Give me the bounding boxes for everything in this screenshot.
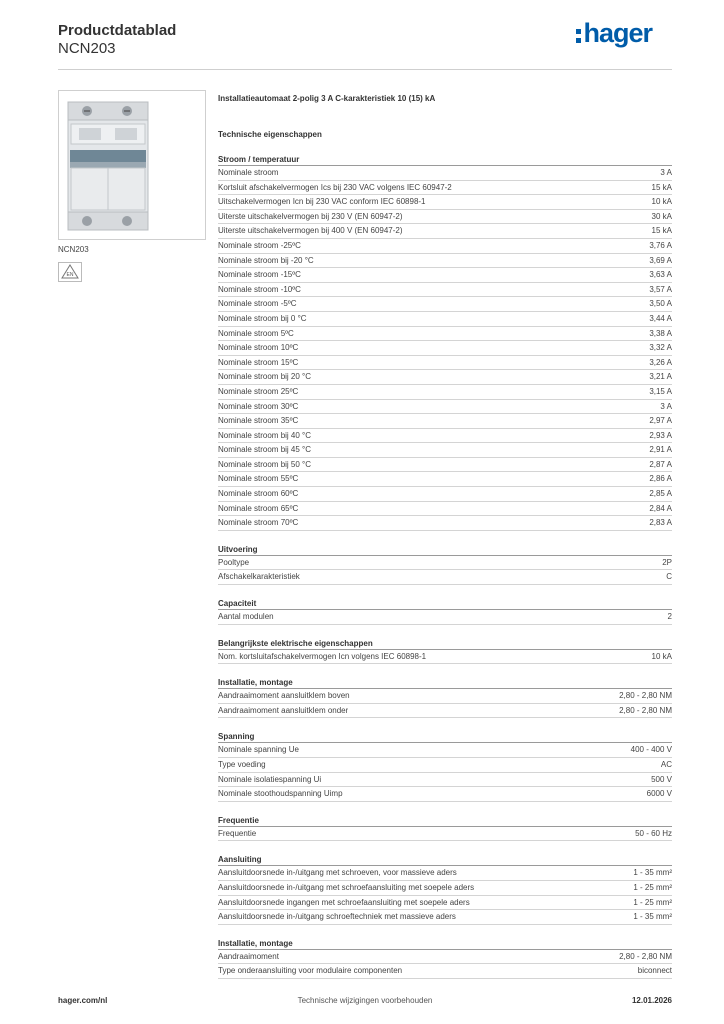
spec-section	[218, 937, 672, 979]
spec-row	[218, 166, 672, 181]
spec-value: 50 - 60 Hz	[635, 828, 672, 838]
spec-value: 2,80 - 2,80 NM	[619, 705, 672, 715]
spec-label: Nominale stroom 15ºC	[218, 357, 299, 367]
spec-label: Nominale stroom -10ºC	[218, 284, 301, 294]
spec-label: Nominale stroom -15ºC	[218, 270, 301, 280]
circuit-breaker-image	[67, 98, 149, 234]
spec-row	[218, 283, 672, 298]
spec-value: 2,80 - 2,80 NM	[619, 951, 672, 961]
spec-row	[218, 866, 672, 881]
spec-value: 3,57 A	[649, 284, 672, 294]
spec-row	[218, 312, 672, 327]
spec-value: 2P	[662, 557, 672, 567]
footer-website: hager.com/nl	[58, 996, 108, 1005]
spec-label: Type voeding	[218, 760, 266, 769]
spec-section	[218, 676, 672, 718]
page-header	[58, 20, 672, 70]
spec-label: Frequentie	[218, 828, 257, 838]
spec-row	[218, 516, 672, 531]
spec-row	[218, 268, 672, 283]
spec-row	[218, 950, 672, 965]
product-image	[58, 90, 206, 240]
spec-label: Uiterste uitschakelvermogen bij 230 V (EN 60947-2)	[218, 211, 403, 221]
spec-row	[218, 195, 672, 210]
cert-mark-icon	[59, 263, 81, 281]
spec-value: 3,76 A	[649, 240, 672, 250]
spec-label: Nominale stroom 60ºC	[218, 489, 299, 499]
page-footer	[58, 996, 672, 1010]
spec-label: Nominale stroom bij 20 °C	[218, 372, 312, 382]
spec-label: Nominale stroom bij 50 °C	[218, 459, 312, 469]
spec-row	[218, 827, 672, 842]
spec-value: 3,26 A	[649, 357, 672, 367]
product-description: Installatieautomaat 2-polig 3 A C-karakteristiek 10 (15) kA	[218, 94, 436, 103]
spec-value: 3,69 A	[649, 255, 672, 265]
spec-section	[218, 153, 672, 531]
section-title: Frequentie	[218, 814, 672, 827]
spec-value: 1 - 25 mm²	[633, 897, 672, 907]
spec-section	[218, 853, 672, 924]
cert-label: EN	[66, 272, 74, 278]
spec-row	[218, 964, 672, 979]
spec-row	[218, 896, 672, 911]
spec-label: Nominale stroom 30ºC	[218, 401, 299, 411]
spec-value: biconnect	[637, 966, 672, 976]
spec-row	[218, 414, 672, 429]
spec-label: Nominale stroom 35ºC	[218, 416, 299, 426]
spec-row	[218, 570, 672, 585]
spec-row	[218, 458, 672, 473]
spec-section	[218, 730, 672, 801]
spec-row	[218, 239, 672, 254]
spec-row	[218, 787, 672, 802]
spec-label: Nominale isolatiespanning Ui	[218, 774, 322, 784]
spec-value: 3,44 A	[649, 313, 672, 323]
spec-value: 400 - 400 V	[630, 745, 672, 755]
spec-row	[218, 610, 672, 625]
product-code: NCN203	[58, 40, 116, 57]
spec-value: 1 - 25 mm²	[633, 882, 672, 892]
spec-label: Aansluitdoorsnede in-/uitgang met schroefaansluiting met soepele aders	[218, 882, 475, 892]
spec-row	[218, 429, 672, 444]
spec-row	[218, 487, 672, 502]
footer-date: 12.01.2026	[631, 996, 672, 1005]
spec-value: 2,91 A	[649, 445, 672, 455]
spec-value: AC	[660, 760, 672, 769]
technical-properties-title: Technische eigenschappen	[218, 130, 322, 139]
logo-dot	[576, 29, 581, 34]
spec-label: Aandraaimoment aansluitklem onder	[218, 705, 349, 715]
spec-value: C	[666, 572, 672, 582]
spec-sections	[218, 153, 672, 979]
spec-label: Nominale spanning Ue	[218, 745, 299, 755]
hager-logo	[576, 20, 652, 48]
document-title: Productdatablad	[58, 22, 177, 39]
spec-value: 3,21 A	[649, 372, 672, 382]
spec-label: Nominale stroom 65ºC	[218, 503, 299, 513]
spec-row	[218, 443, 672, 458]
spec-row	[218, 743, 672, 758]
spec-value: 3,63 A	[649, 270, 672, 280]
spec-value: 2	[667, 612, 672, 622]
spec-label: Aantal modulen	[218, 612, 274, 622]
spec-label: Aansluitdoorsnede in-/uitgang met schroeven, voor massieve aders	[218, 868, 457, 878]
spec-row	[218, 689, 672, 704]
logo-text: hager	[583, 18, 652, 48]
spec-label: Type onderaansluiting voor modulaire componenten	[218, 966, 403, 976]
section-title: Stroom / temperatuur	[218, 153, 672, 166]
spec-value: 15 kA	[651, 226, 672, 236]
section-title: Aansluiting	[218, 853, 672, 866]
spec-content	[218, 93, 672, 979]
spec-row	[218, 773, 672, 788]
section-title: Spanning	[218, 730, 672, 743]
spec-value: 2,84 A	[649, 503, 672, 513]
spec-section	[218, 814, 672, 842]
spec-row	[218, 370, 672, 385]
spec-row	[218, 224, 672, 239]
spec-row	[218, 297, 672, 312]
spec-value: 3,32 A	[649, 343, 672, 353]
spec-section	[218, 597, 672, 625]
product-column	[58, 90, 206, 282]
spec-row	[218, 650, 672, 665]
spec-value: 10 kA	[651, 197, 672, 207]
logo-dots	[576, 29, 581, 43]
spec-label: Aansluitdoorsnede in-/uitgang schroeftechniek met massieve aders	[218, 912, 456, 922]
logo-dot	[576, 38, 581, 43]
spec-row	[218, 181, 672, 196]
spec-value: 2,87 A	[649, 459, 672, 469]
spec-value: 3,38 A	[649, 328, 672, 338]
spec-value: 3,15 A	[649, 386, 672, 396]
spec-label: Aandraaimoment aansluitklem boven	[218, 691, 350, 701]
section-title: Installatie, montage	[218, 937, 672, 950]
image-caption: NCN203	[58, 245, 89, 254]
spec-label: Nominale stroom -25ºC	[218, 240, 301, 250]
spec-row	[218, 910, 672, 925]
spec-label: Nominale stroom -5ºC	[218, 299, 297, 309]
spec-label: Nominale stroom bij -20 °C	[218, 255, 314, 265]
spec-value: 2,93 A	[649, 430, 672, 440]
spec-row	[218, 704, 672, 719]
spec-row	[218, 356, 672, 371]
spec-section	[218, 637, 672, 665]
spec-label: Nominale stroom bij 45 °C	[218, 445, 312, 455]
spec-label: Nominale stroom 25ºC	[218, 386, 299, 396]
spec-row	[218, 502, 672, 517]
footer-disclaimer: Technische wijzigingen voorbehouden	[297, 996, 433, 1005]
spec-label: Pooltype	[218, 557, 250, 567]
spec-row	[218, 341, 672, 356]
spec-value: 15 kA	[651, 182, 672, 192]
spec-label: Afschakelkarakteristiek	[218, 572, 300, 582]
spec-row	[218, 327, 672, 342]
section-title: Uitvoering	[218, 543, 672, 556]
spec-row	[218, 881, 672, 896]
spec-row	[218, 472, 672, 487]
spec-label: Aansluitdoorsnede ingangen met schroefaansluiting met soepele aders	[218, 897, 470, 907]
spec-label: Nominale stroom bij 40 °C	[218, 430, 312, 440]
spec-label: Nominale stroom 55ºC	[218, 474, 299, 484]
spec-value: 30 kA	[651, 211, 672, 221]
spec-label: Nominale stroom	[218, 168, 279, 177]
spec-label: Nominale stroom 70ºC	[218, 518, 299, 528]
spec-value: 3 A	[660, 168, 672, 177]
spec-label: Uitschakelvermogen Icn bij 230 VAC conform IEC 60898-1	[218, 197, 426, 207]
spec-value: 2,97 A	[649, 416, 672, 426]
spec-row	[218, 385, 672, 400]
spec-label: Nominale stroom 5ºC	[218, 328, 294, 338]
spec-label: Uiterste uitschakelvermogen bij 400 V (EN 60947-2)	[218, 226, 403, 236]
spec-value: 3,50 A	[649, 299, 672, 309]
spec-label: Nominale stroom bij 0 °C	[218, 313, 307, 323]
spec-value: 1 - 35 mm²	[633, 912, 672, 922]
spec-value: 1 - 35 mm²	[633, 868, 672, 878]
spec-section	[218, 543, 672, 585]
spec-label: Aandraaimoment	[218, 951, 279, 961]
section-title: Belangrijkste elektrische eigenschappen	[218, 637, 672, 650]
spec-value: 500 V	[651, 774, 672, 784]
spec-row	[218, 400, 672, 415]
spec-value: 3 A	[660, 401, 672, 411]
section-title: Installatie, montage	[218, 676, 672, 689]
spec-label: Nominale stoothoudspanning Uimp	[218, 789, 343, 799]
spec-label: Kortsluit afschakelvermogen Ics bij 230 VAC volgens IEC 60947-2	[218, 182, 452, 192]
spec-row	[218, 254, 672, 269]
spec-value: 2,86 A	[649, 474, 672, 484]
spec-row	[218, 210, 672, 225]
certification-icon	[58, 262, 82, 282]
spec-row	[218, 758, 672, 773]
spec-row	[218, 556, 672, 571]
spec-value: 2,80 - 2,80 NM	[619, 691, 672, 701]
spec-value: 2,85 A	[649, 489, 672, 499]
section-title: Capaciteit	[218, 597, 672, 610]
spec-value: 2,83 A	[649, 518, 672, 528]
spec-value: 10 kA	[651, 651, 672, 661]
spec-value: 6000 V	[646, 789, 672, 799]
spec-label: Nom. kortsluitafschakelvermogen Icn volgens IEC 60898-1	[218, 651, 427, 661]
spec-label: Nominale stroom 10ºC	[218, 343, 299, 353]
